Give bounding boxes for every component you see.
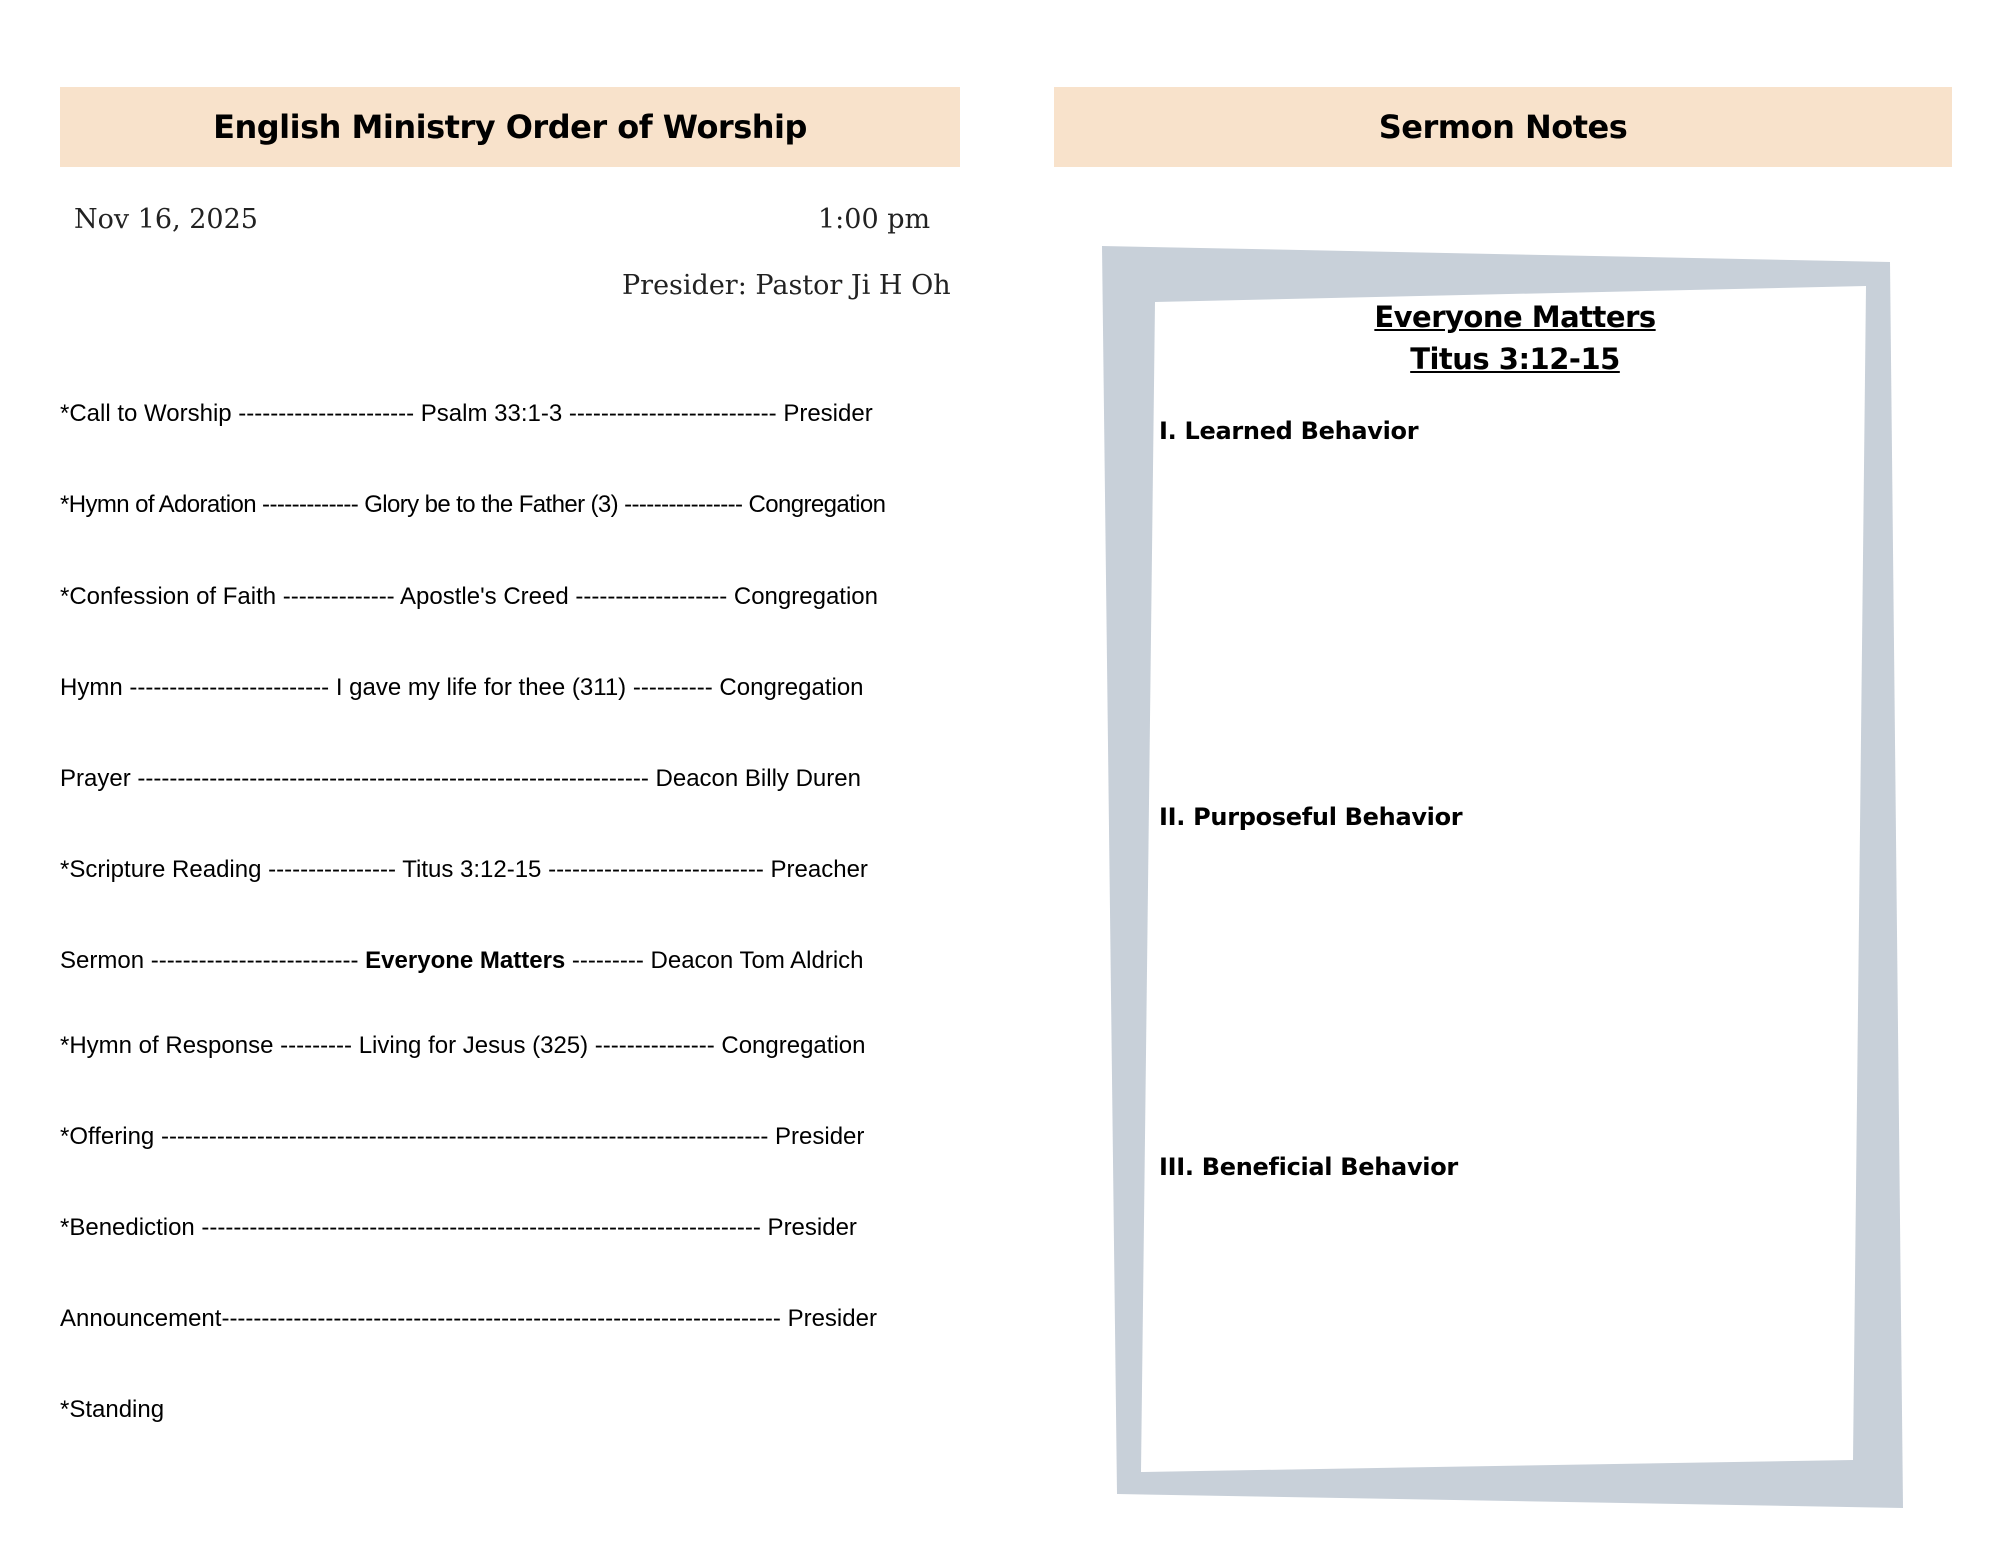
- sermon-line-suffix: --------- Deacon Tom Aldrich: [565, 947, 864, 974]
- order-item-hymn-of-response: *Hymn of Response --------- Living for Jesus (325) --------------- Congregation: [60, 1032, 866, 1059]
- sermon-line-title: Everyone Matters: [365, 947, 566, 974]
- standing-note: *Standing: [60, 1396, 165, 1423]
- sermon-point-2: II. Purposeful Behavior: [1159, 803, 1463, 831]
- service-time: 1:00 pm: [818, 204, 931, 235]
- sermon-scripture: Titus 3:12-15: [1410, 342, 1620, 376]
- sermon-title: Everyone Matters: [1374, 300, 1656, 334]
- order-item-confession-of-faith: *Confession of Faith -------------- Apostle's Creed ------------------- Congregation: [60, 583, 878, 610]
- sermon-point-3: III. Beneficial Behavior: [1159, 1153, 1458, 1181]
- sermon-line-prefix: Sermon --------------------------: [60, 947, 366, 974]
- order-item-hymn-of-adoration: *Hymn of Adoration ------------- Glory be to the Father (3) ---------------- Congregation: [60, 491, 886, 518]
- order-item-announcement: Announcement---------------------------------------------------------------------- Presider: [60, 1305, 877, 1332]
- sermon-point-1: I. Learned Behavior: [1159, 417, 1419, 445]
- presider-line: Presider: Pastor Ji H Oh: [622, 270, 951, 301]
- order-of-worship-heading-text: English Ministry Order of Worship: [213, 108, 807, 146]
- notes-frame-inner: [1141, 286, 1866, 1472]
- sermon-notes-heading-text: Sermon Notes: [1378, 108, 1628, 146]
- service-date: Nov 16, 2025: [74, 204, 258, 235]
- order-item-call-to-worship: *Call to Worship ---------------------- Psalm 33:1-3 -------------------------- Presider: [60, 400, 873, 427]
- order-item-offering: *Offering ---------------------------------------------------------------------------- Presider: [60, 1123, 865, 1150]
- order-item-prayer: Prayer ---------------------------------------------------------------- Deacon Billy Duren: [60, 765, 861, 792]
- order-item-scripture-reading: *Scripture Reading ---------------- Titus 3:12-15 --------------------------- Preacher: [60, 856, 868, 883]
- order-item-benediction: *Benediction ---------------------------------------------------------------------- Presider: [60, 1214, 857, 1241]
- order-item-hymn: Hymn ------------------------- I gave my life for thee (311) ---------- Congregation: [60, 674, 864, 701]
